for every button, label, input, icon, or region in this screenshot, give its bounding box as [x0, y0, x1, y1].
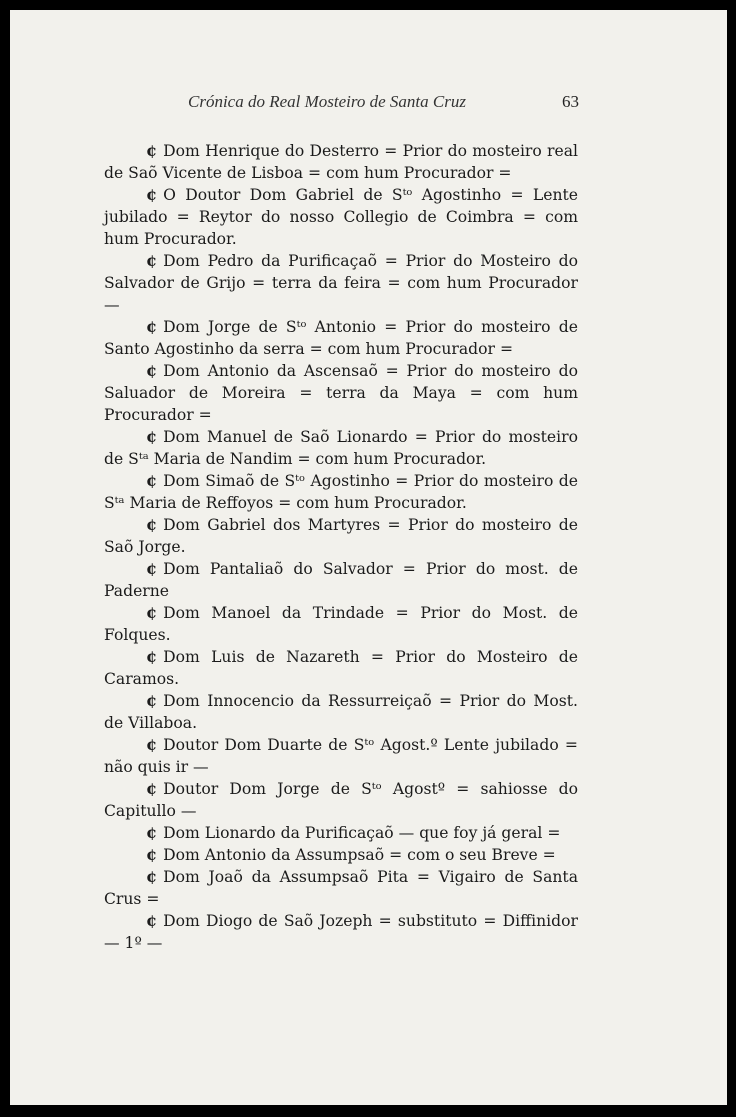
entry-innocencio-da-ressurreicao: [104, 690, 578, 734]
paragraph-mark-icon: ¢: [146, 361, 158, 380]
paragraph-mark-icon: ¢: [146, 515, 158, 534]
paragraph-mark-icon: ¢: [146, 845, 158, 864]
page-number: 63: [562, 92, 579, 111]
paragraph-mark-icon: ¢: [146, 691, 158, 710]
paragraph-mark-icon: ¢: [146, 471, 158, 490]
paragraph-mark-icon: ¢: [146, 779, 158, 798]
entry-text: Dom Henrique do Desterro = Prior do mosteiro real de Saõ Vicente de Lisboa = com hum Procurador =: [104, 142, 578, 182]
entry-simao-de-sto-agostinho: [104, 470, 578, 514]
entry-text: Dom Simaõ de Sᵗᵒ Agostinho = Prior do mosteiro de Sᵗᵃ Maria de Reffoyos = com hum Procurador.: [104, 472, 578, 512]
entry-lionardo-da-purificacao: [104, 822, 578, 844]
entry-jorge-de-sto-agostinho: [104, 778, 578, 822]
entry-gabriel-de-sto-agostinho: [104, 184, 578, 250]
entry-joao-da-assumpsao-pita: [104, 866, 578, 910]
entry-luis-de-nazareth: [104, 646, 578, 690]
entry-text: Doutor Dom Duarte de Sᵗᵒ Agost.º Lente jubilado = não quis ir —: [104, 736, 578, 776]
entry-text: Dom Joaõ da Assumpsaõ Pita = Vigairo de Santa Crus =: [104, 868, 578, 908]
entry-text: Dom Gabriel dos Martyres = Prior do mosteiro de Saõ Jorge.: [104, 516, 578, 556]
entry-text: Dom Pantaliaõ do Salvador = Prior do most. de Paderne: [104, 560, 578, 600]
paragraph-mark-icon: ¢: [146, 427, 158, 446]
paragraph-mark-icon: ¢: [146, 647, 158, 666]
entry-pedro-da-purificacao: [104, 250, 578, 316]
paragraph-mark-icon: ¢: [146, 251, 158, 270]
entry-text: Dom Luis de Nazareth = Prior do Mosteiro de Caramos.: [104, 648, 578, 688]
entry-jorge-de-sto-antonio: [104, 316, 578, 360]
entry-pantaliao-do-salvador: [104, 558, 578, 602]
paragraph-mark-icon: ¢: [146, 823, 158, 842]
paragraph-mark-icon: ¢: [146, 735, 158, 754]
entry-antonio-da-ascensao: [104, 360, 578, 426]
entry-text: Dom Pedro da Purificaçaõ = Prior do Mosteiro do Salvador de Grijo = terra da feira = com hum Procurador —: [104, 252, 578, 314]
paragraph-mark-icon: ¢: [146, 911, 158, 930]
paragraph-mark-icon: ¢: [146, 317, 158, 336]
paragraph-mark-icon: ¢: [146, 603, 158, 622]
entry-list: [104, 140, 578, 954]
entry-duarte-de-sto-agostinho: [104, 734, 578, 778]
entry-text: Dom Antonio da Ascensaõ = Prior do mosteiro do Saluador de Moreira = terra da Maya = com hum Procurador =: [104, 362, 578, 424]
entry-manoel-da-trindade: [104, 602, 578, 646]
entry-text: Dom Antonio da Assumpsaõ = com o seu Breve =: [163, 846, 556, 864]
running-title: Crónica do Real Mosteiro de Santa Cruz: [188, 92, 466, 111]
entry-diogo-de-sao-jozeph: [104, 910, 578, 954]
paragraph-mark-icon: ¢: [146, 185, 158, 204]
entry-text: Dom Innocencio da Ressurreiçaõ = Prior do Most. de Villaboa.: [104, 692, 578, 732]
entry-text: Doutor Dom Jorge de Sᵗᵒ Agostº = sahiosse do Capitullo —: [104, 780, 578, 820]
paragraph-mark-icon: ¢: [146, 559, 158, 578]
entry-gabriel-dos-martyres: [104, 514, 578, 558]
book-page: [10, 10, 727, 1105]
entry-henrique-do-desterro: [104, 140, 578, 184]
entry-text: O Doutor Dom Gabriel de Sᵗᵒ Agostinho = Lente jubilado = Reytor do nosso Collegio de Coimbra = com hum Procurador.: [104, 186, 578, 248]
entry-antonio-da-assumpsao: [104, 844, 578, 866]
entry-text: Dom Lionardo da Purificaçaõ — que foy já geral =: [163, 824, 561, 842]
entry-text: Dom Manoel da Trindade = Prior do Most. de Folques.: [104, 604, 578, 644]
entry-text: Dom Diogo de Saõ Jozeph = substituto = Diffinidor — 1º —: [104, 912, 578, 952]
entry-text: Dom Jorge de Sᵗᵒ Antonio = Prior do mosteiro de Santo Agostinho da serra = com hum Procurador =: [104, 318, 578, 358]
entry-manuel-de-sao-lionardo: [104, 426, 578, 470]
entry-text: Dom Manuel de Saõ Lionardo = Prior do mosteiro de Sᵗᵃ Maria de Nandim = com hum Procurador.: [104, 428, 578, 468]
paragraph-mark-icon: ¢: [146, 867, 158, 886]
paragraph-mark-icon: ¢: [146, 141, 158, 160]
